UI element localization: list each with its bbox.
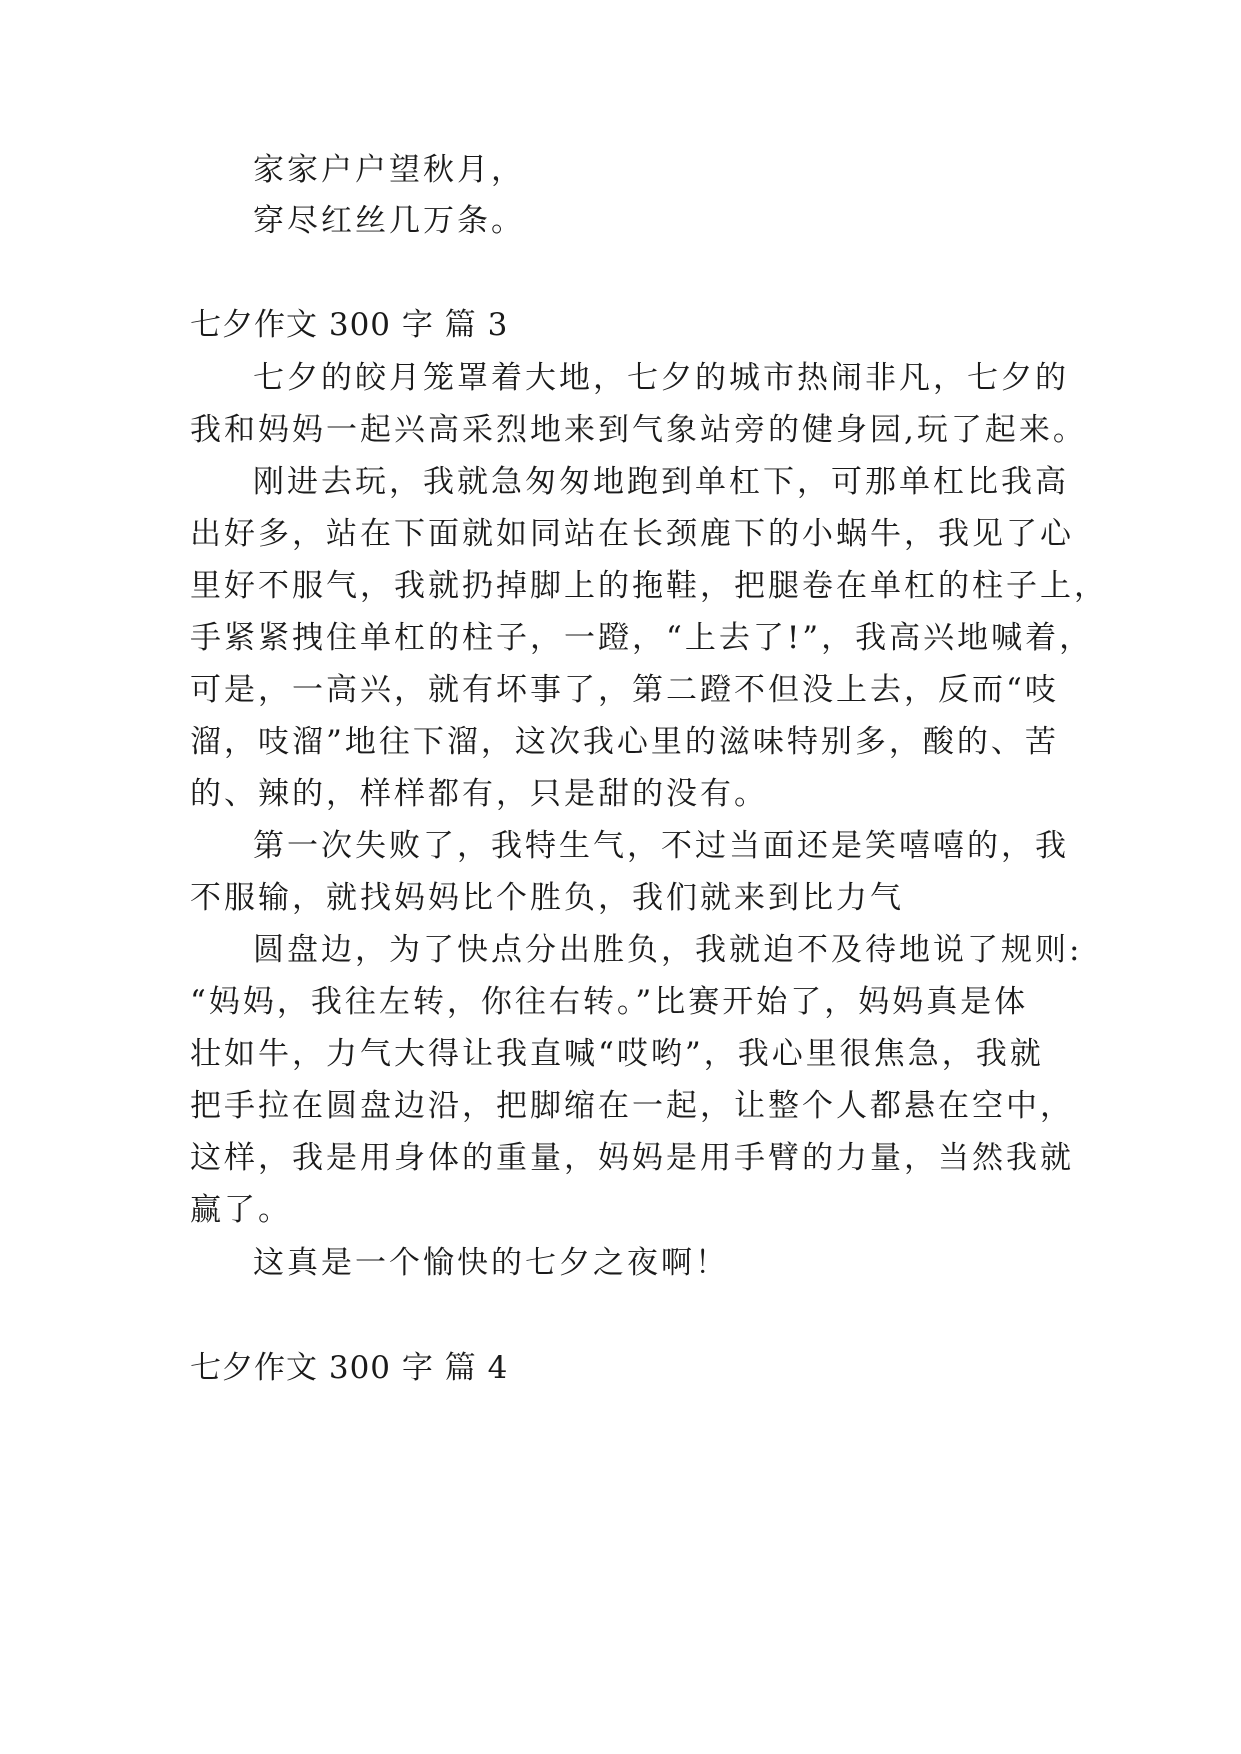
paragraph-line: 七夕的皎月笼罩着大地，七夕的城市热闹非凡，七夕的 xyxy=(253,360,1069,396)
poem-line-1: 家家户户望秋月， xyxy=(253,152,525,188)
paragraph-line: 圆盘边，为了快点分出胜负，我就迫不及待地说了规则: xyxy=(253,932,1083,968)
paragraph-line: 我和妈妈一起兴高采烈地来到气象站旁的健身园,玩了起来。 xyxy=(190,412,1087,448)
poem-line-2: 穿尽红丝几万条。 xyxy=(253,203,525,239)
paragraph-line: 手紧紧拽住单杠的柱子，一蹬，“上去了!”，我高兴地喊着， xyxy=(190,620,1094,656)
paragraph-line: 这样，我是用身体的重量，妈妈是用手臂的力量，当然我就 xyxy=(190,1140,1074,1176)
paragraph-line: 里好不服气，我就扔掉脚上的拖鞋，把腿卷在单杠的柱子上， xyxy=(190,568,1108,604)
paragraph-line: 的、辣的，样样都有，只是甜的没有。 xyxy=(190,776,768,812)
paragraph-line: 溜，吱溜”地往下溜，这次我心里的滋味特别多，酸的、苦 xyxy=(190,724,1059,760)
section-4-heading: 七夕作文 300 字 篇 4 xyxy=(190,1350,509,1386)
paragraph-line: 第一次失败了，我特生气，不过当面还是笑嘻嘻的，我 xyxy=(253,828,1069,864)
paragraph-line: “妈妈，我往左转，你往右转。”比赛开始了，妈妈真是体 xyxy=(190,984,1029,1020)
paragraph-line: 把手拉在圆盘边沿，把脚缩在一起，让整个人都悬在空中， xyxy=(190,1088,1074,1124)
paragraph-line: 可是，一高兴，就有坏事了，第二蹬不但没上去，反而“吱 xyxy=(190,672,1059,708)
section-3-heading: 七夕作文 300 字 篇 3 xyxy=(190,307,509,343)
paragraph-line: 壮如牛，力气大得让我直喊“哎哟”，我心里很焦急，我就 xyxy=(190,1036,1044,1072)
paragraph-line: 赢了。 xyxy=(190,1192,292,1228)
paragraph-line: 出好多，站在下面就如同站在长颈鹿下的小蜗牛，我见了心 xyxy=(190,516,1074,552)
paragraph-line: 刚进去玩，我就急匆匆地跑到单杠下，可那单杠比我高 xyxy=(253,464,1069,500)
paragraph-line: 不服输，就找妈妈比个胜负，我们就来到比力气 xyxy=(190,880,904,916)
paragraph-line: 这真是一个愉快的七夕之夜啊！ xyxy=(253,1245,729,1281)
